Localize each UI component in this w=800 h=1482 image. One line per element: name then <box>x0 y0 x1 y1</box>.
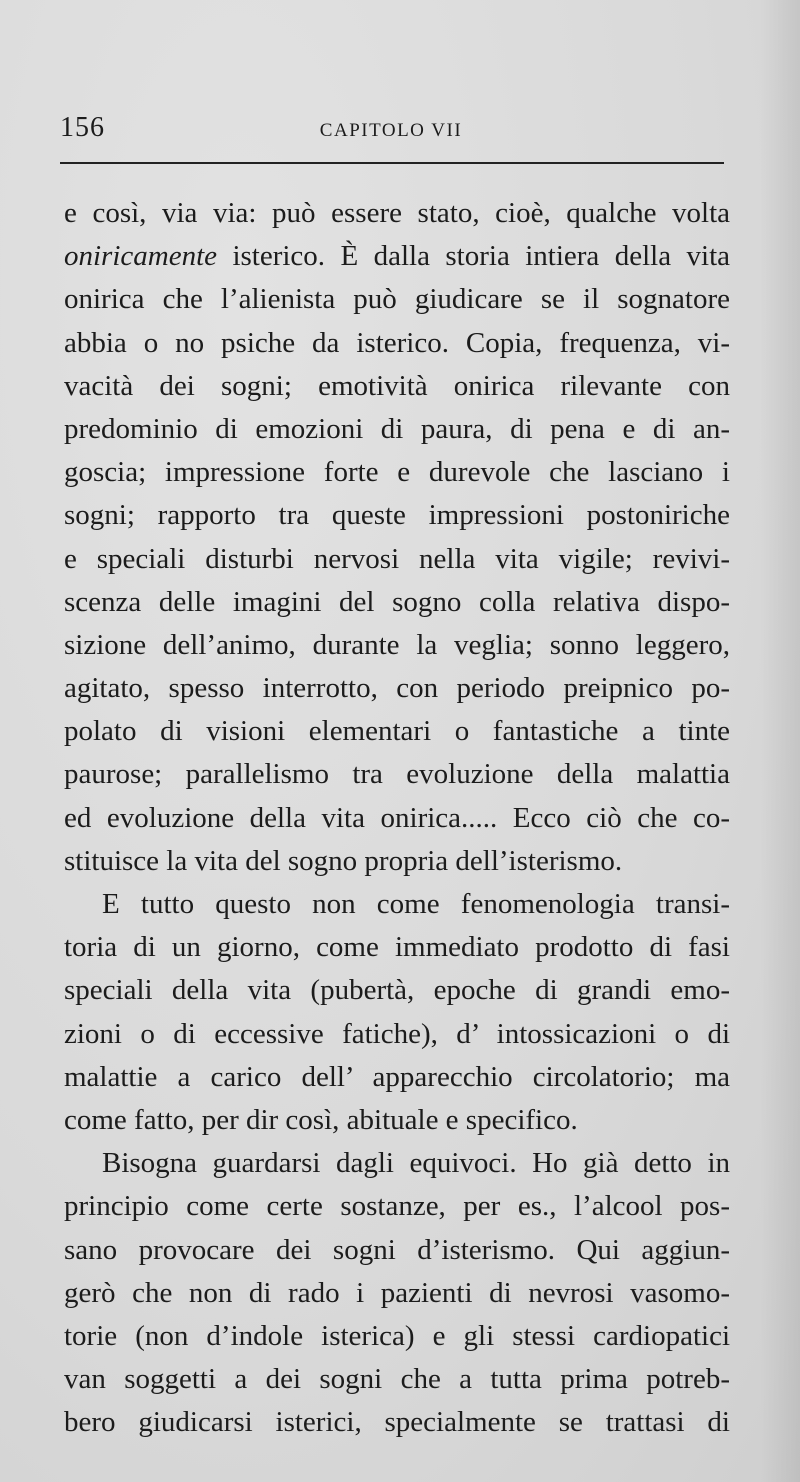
text-segment: gerò che non di rado i pazienti di nevrosi vasomo- <box>64 1276 730 1309</box>
text-line <box>64 538 730 581</box>
page-number: 156 <box>60 112 105 143</box>
text-segment: malattie a carico dell’ apparecchio circolatorio; ma <box>64 1060 730 1093</box>
text-segment: stituisce la vita del sogno propria dell’isterismo. <box>64 844 623 877</box>
text-segment: toria di un giorno, come immediato prodotto di fasi <box>64 931 730 964</box>
text-segment: goscia; impressione forte e durevole che lasciano i <box>64 456 730 489</box>
text-segment: principio come certe sostanze, per es., l’alcool pos- <box>64 1190 730 1223</box>
text-segment: Bisogna guardarsi dagli equivoci. Ho già detto in <box>102 1147 730 1180</box>
text-segment: isterico. È dalla storia intiera della vita <box>217 240 730 273</box>
italic-term: oniricamente <box>64 240 218 273</box>
text-segment: van soggetti a dei sogni che a tutta prima potreb- <box>64 1363 730 1396</box>
text-line <box>64 1142 730 1185</box>
text-line <box>64 710 730 753</box>
text-line <box>64 581 730 624</box>
page-header <box>60 112 722 152</box>
text-segment: zioni o di eccessive fatiche), d’ intossicazioni o di <box>64 1017 730 1050</box>
text-line <box>64 1401 730 1444</box>
text-segment: polato di visioni elementari o fantastiche a tinte <box>64 715 730 748</box>
text-segment: onirica che l’alienista può giudicare se il sognatore <box>64 283 730 316</box>
text-segment: come fatto, per dir così, abituale e specifico. <box>64 1103 578 1136</box>
text-line <box>64 1185 730 1228</box>
text-segment: bero giudicarsi isterici, specialmente se trattasi di <box>64 1406 730 1439</box>
text-line <box>64 624 730 667</box>
text-line <box>64 840 730 883</box>
text-line <box>64 1099 730 1142</box>
text-line <box>64 235 730 278</box>
text-line <box>64 883 730 926</box>
text-line <box>64 278 730 321</box>
text-segment: ed evoluzione della vita onirica..... Ecco ciò che co- <box>64 801 730 834</box>
text-segment: E tutto questo non come fenomenologia transi- <box>102 888 730 920</box>
text-segment: e così, via via: può essere stato, cioè, qualche volta <box>64 197 730 229</box>
text-segment: abbia o no psiche da isterico. Copia, frequenza, vi- <box>64 326 730 359</box>
text-line <box>64 1272 730 1315</box>
text-line <box>64 365 730 408</box>
text-segment: sano provocare dei sogni d’isterismo. Qui aggiun- <box>64 1233 730 1266</box>
text-segment: paurose; parallelismo tra evoluzione della malattia <box>64 758 730 791</box>
text-segment: e speciali disturbi nervosi nella vita vigile; revivi- <box>64 542 730 575</box>
text-line <box>64 322 730 365</box>
text-line <box>64 753 730 796</box>
text-segment: sizione dell’animo, durante la veglia; sonno leggero, <box>64 628 730 661</box>
text-segment: agitato, spesso interrotto, con periodo preipnico po- <box>64 672 730 705</box>
text-segment: sogni; rapporto tra queste impressioni postoniriche <box>64 499 730 532</box>
body-text <box>64 192 730 1444</box>
text-segment: vacità dei sogni; emotività onirica rilevante con <box>64 369 730 402</box>
text-line <box>64 1315 730 1358</box>
text-line <box>64 451 730 494</box>
text-line <box>64 797 730 840</box>
text-line <box>64 1013 730 1056</box>
text-line <box>64 408 730 451</box>
text-segment: torie (non d’indole isterica) e gli stessi cardiopatici <box>64 1319 730 1352</box>
text-line <box>64 969 730 1012</box>
running-head: CAPITOLO VII <box>319 120 463 141</box>
text-line <box>64 926 730 969</box>
text-line <box>64 1358 730 1401</box>
header-rule <box>60 162 724 164</box>
text-line <box>64 494 730 537</box>
text-line <box>64 667 730 710</box>
text-line <box>64 192 730 235</box>
text-segment: predominio di emozioni di paura, di pena e di an- <box>64 412 730 445</box>
text-line <box>64 1056 730 1099</box>
text-line <box>64 1229 730 1272</box>
text-segment: speciali della vita (pubertà, epoche di grandi emo- <box>64 974 730 1007</box>
text-segment: scenza delle imagini del sogno colla relativa dispo- <box>64 585 730 618</box>
